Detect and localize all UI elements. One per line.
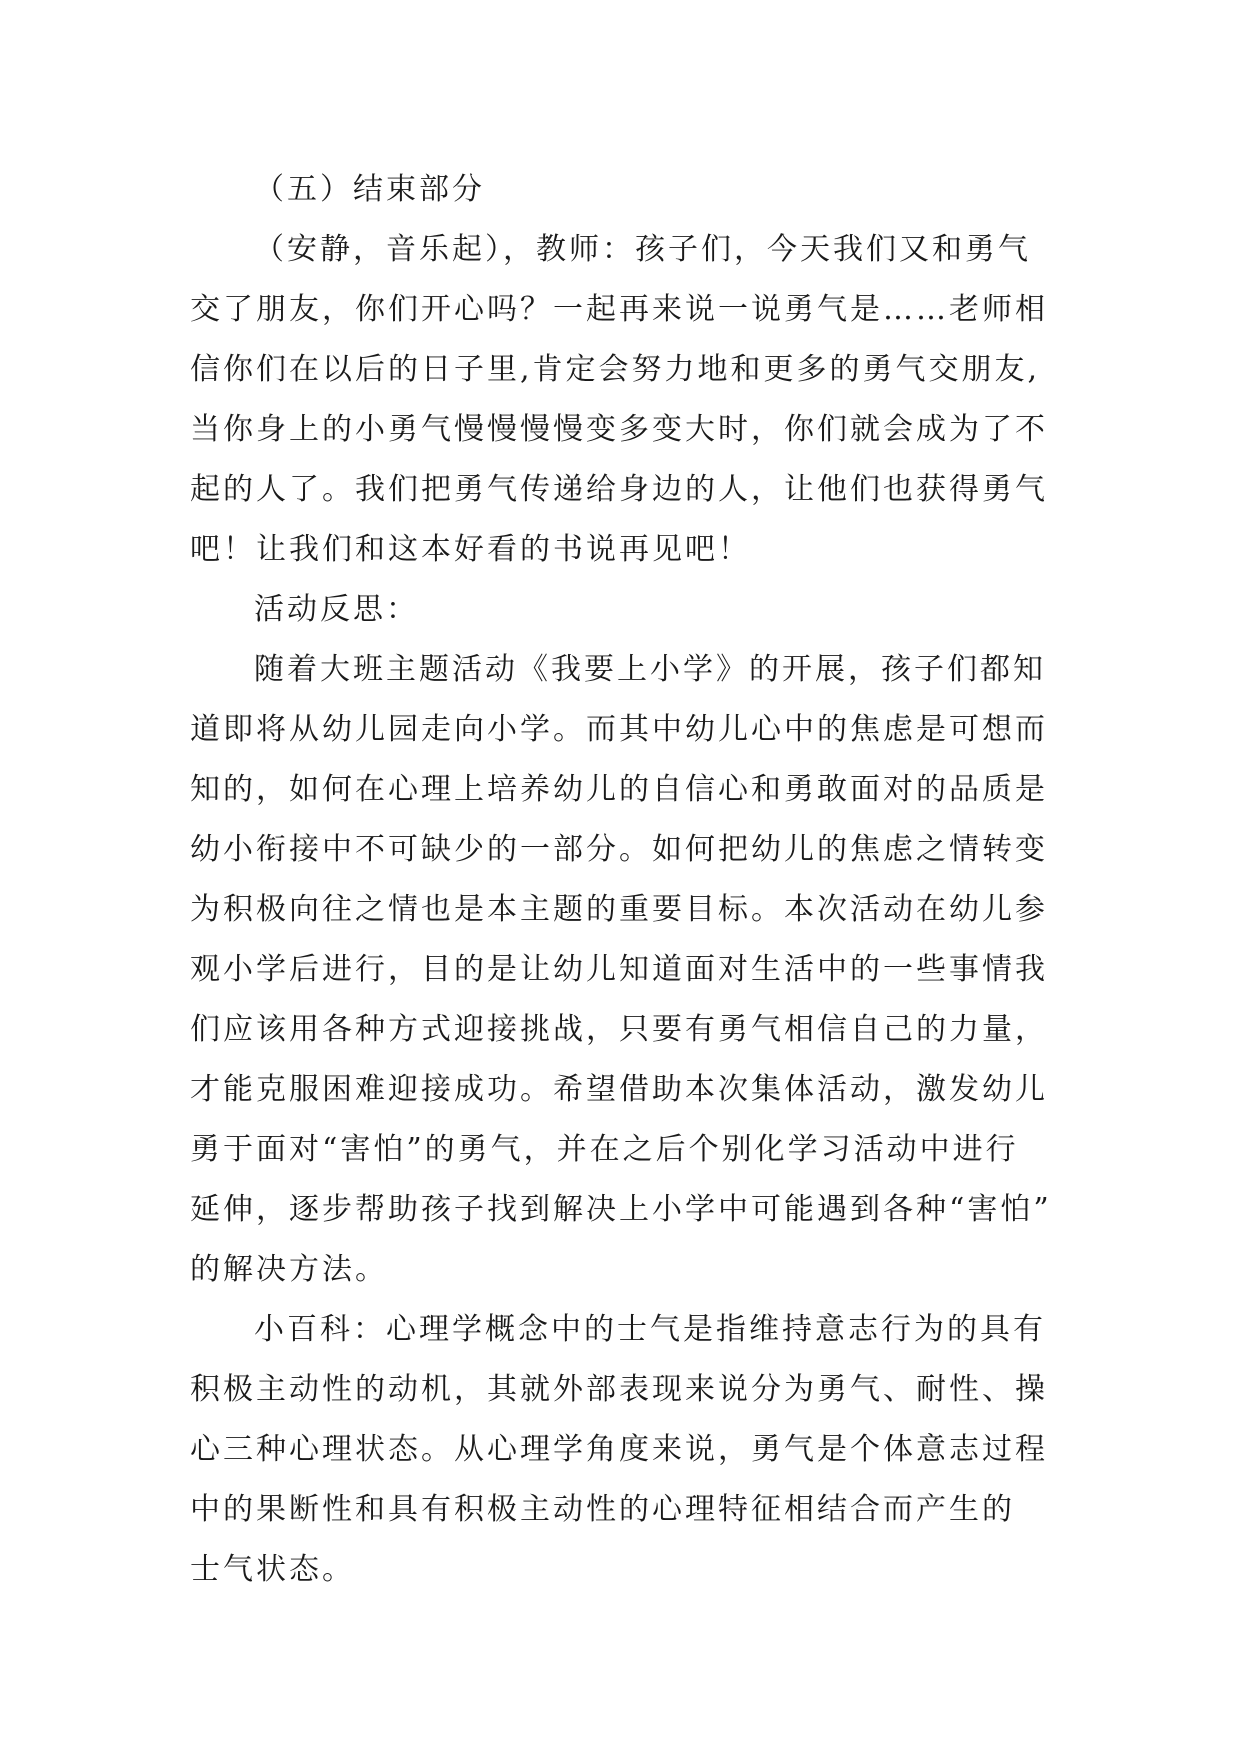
paragraph-line: 幼小衔接中不可缺少的一部分。如何把幼儿的焦虑之情转变 (190, 832, 1048, 867)
paragraph-line: 起的人了。我们把勇气传递给身边的人，让他们也获得勇气 (190, 472, 1048, 507)
paragraph-line: 心三种心理状态。从心理学角度来说，勇气是个体意志过程 (190, 1432, 1048, 1467)
section-heading-reflection: 活动反思： (254, 592, 419, 627)
paragraph-line: 勇于面对“害怕”的勇气，并在之后个别化学习活动中进行 (190, 1132, 1019, 1167)
paragraph-line: 当你身上的小勇气慢慢慢慢变多变大时，你们就会成为了不 (190, 412, 1048, 447)
paragraph-line: 观小学后进行，目的是让幼儿知道面对生活中的一些事情我 (190, 952, 1048, 987)
paragraph-line: 士气状态。 (190, 1552, 355, 1587)
paragraph-line: 交了朋友，你们开心吗？一起再来说一说勇气是……老师相 (190, 292, 1048, 327)
section-heading-ending: （五）结束部分 (254, 172, 485, 207)
paragraph-line: 为积极向往之情也是本主题的重要目标。本次活动在幼儿参 (190, 892, 1048, 927)
paragraph-line: 的解决方法。 (190, 1252, 388, 1287)
paragraph-line: 道即将从幼儿园走向小学。而其中幼儿心中的焦虑是可想而 (190, 712, 1048, 747)
paragraph-line: 才能克服困难迎接成功。希望借助本次集体活动，激发幼儿 (190, 1072, 1048, 1107)
paragraph-line: 随着大班主题活动《我要上小学》的开展，孩子们都知 (254, 652, 1046, 687)
paragraph-line: 吧！让我们和这本好看的书说再见吧！ (190, 532, 751, 567)
paragraph-line: 延伸，逐步帮助孩子找到解决上小学中可能遇到各种“害怕” (190, 1192, 1052, 1227)
paragraph-line: 们应该用各种方式迎接挑战，只要有勇气相信自己的力量， (190, 1012, 1048, 1047)
paragraph-line: 知的，如何在心理上培养幼儿的自信心和勇敢面对的品质是 (190, 772, 1048, 807)
paragraph-line: （安静，音乐起），教师：孩子们，今天我们又和勇气 (254, 232, 1031, 267)
document-body (190, 160, 1050, 1600)
paragraph-line: 积极主动性的动机，其就外部表现来说分为勇气、耐性、操 (190, 1372, 1048, 1407)
paragraph-line-encyclopedia: 小百科：心理学概念中的士气是指维持意志行为的具有 (254, 1312, 1046, 1347)
paragraph-line: 中的果断性和具有积极主动性的心理特征相结合而产生的 (190, 1492, 1015, 1527)
paragraph-line: 信你们在以后的日子里,肯定会努力地和更多的勇气交朋友, (190, 352, 1041, 387)
